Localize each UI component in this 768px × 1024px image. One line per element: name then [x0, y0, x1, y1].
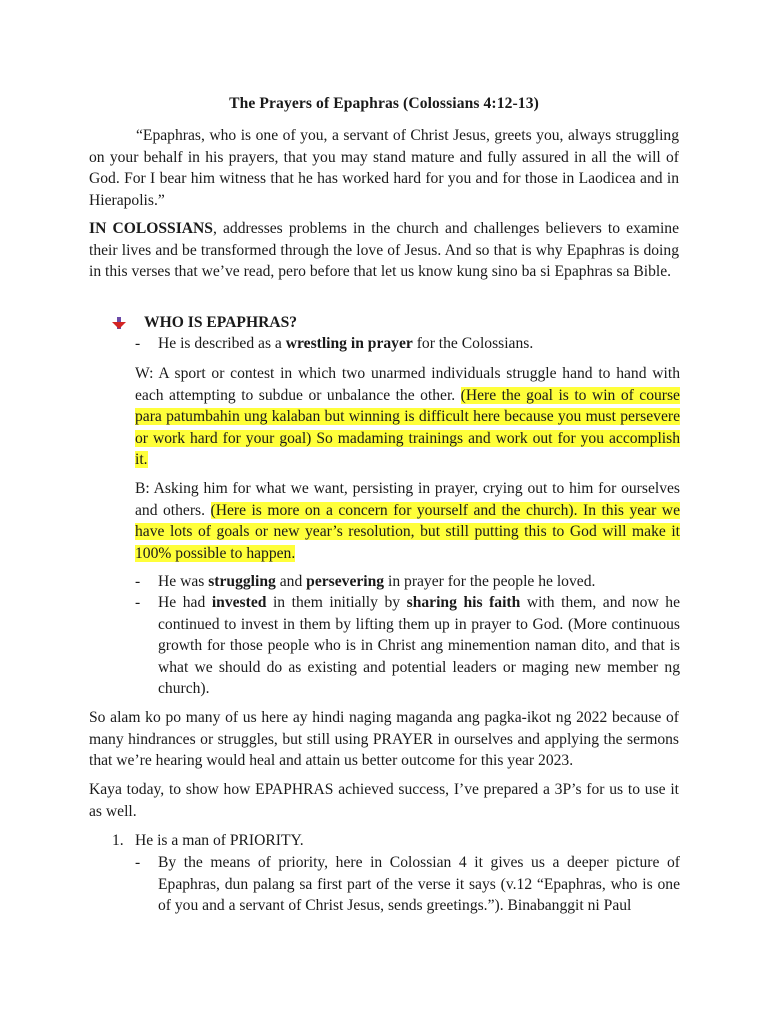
- document-title: The Prayers of Epaphras (Colossians 4:12-13): [229, 95, 539, 112]
- dash-marker: -: [135, 594, 141, 611]
- dash-marker: -: [135, 854, 141, 871]
- b-plain: B: Asking him for what we want, persisting in prayer, crying out to him for ourselves and others.: [135, 480, 680, 519]
- kaya-paragraph: Kaya today, to show how EPAPHRAS achieved success, I’ve prepared a 3P’s for us to use it as well.: [89, 781, 679, 820]
- w-plain: W: A sport or contest in which two unarmed individuals struggle hand to hand with each attempting to subdue or unbalance the other.: [135, 365, 680, 404]
- point-text: He is a man of PRIORITY.: [135, 832, 304, 849]
- list-item-struggling: [135, 571, 680, 593]
- persevering-bold: persevering: [306, 573, 385, 590]
- so-alam-paragraph: So alam ko po many of us here ay hindi naging maganda ang pagka-ikot ng 2022 because of many hindrances or struggles, but still using PRAYER in ourselves and applying the sermons that we’re hearing would heal and attain us better outcome for this year 2023.: [89, 709, 679, 769]
- sharing-faith-bold: sharing his faith: [406, 594, 521, 611]
- section-heading: [112, 312, 297, 334]
- numbered-point-priority: [112, 830, 680, 852]
- point-number: 1.: [112, 832, 124, 849]
- intro-rest: , addresses problems in the church and challenges believers to examine their lives and be transformed through the love of Jesus. And so that is why Epaphras is doing in this verses that we’ve read, pero before that let us know kung sino ba si Epaphras sa Bible.: [89, 220, 679, 280]
- w-definition-paragraph: [135, 363, 680, 471]
- struggling-mid: and: [275, 573, 307, 590]
- struggling-pre: He was: [158, 573, 209, 590]
- described-post: for the Colossians.: [412, 335, 534, 352]
- intro-paragraph: [89, 218, 679, 283]
- intro-lead: IN COLOSSIANS: [89, 220, 213, 237]
- invested-mid: in them initially by: [266, 594, 407, 611]
- invested-bold: invested: [211, 594, 267, 611]
- dash-marker: -: [135, 335, 141, 352]
- list-item-described: [135, 333, 680, 355]
- invested-post: with them, and now he continued to invest in them by lifting them up in prayer to God. (More continuous growth for those people who is in Christ ang minemention naman dito, and that is what we should do as existing and potential leaders or maging new member ng church).: [158, 594, 680, 697]
- b-highlight: (Here is more on a concern for yourself and the church). In this year we have lots of goals or new year’s resolution, but still putting this to God will make it 100% possible to happen.: [135, 501, 680, 562]
- list-item-invested: [135, 592, 680, 700]
- invested-pre: He had: [158, 594, 212, 611]
- described-pre: He is described as a: [158, 335, 286, 352]
- described-bold: wrestling in prayer: [285, 335, 413, 352]
- scripture-quote: “Epaphras, who is one of you, a servant of Christ Jesus, greets you, always struggling on your behalf in his prayers, that you may stand mature and fully assured in all the will of God. For I bear him witness that he has worked hard for you and for those in Laodicea and in Hierapolis.”: [89, 127, 679, 209]
- heading-text: WHO IS EPAPHRAS?: [144, 314, 298, 331]
- arrow-bullet-icon: [112, 316, 126, 330]
- priority-text: By the means of priority, here in Colossian 4 it gives us a deeper picture of Epaphras, dun palang sa first part of the verse it says (v.12 “Epaphras, who is one of you and a servant of Christ Jesus, sends greetings.”). Binabanggit ni Paul: [158, 854, 680, 914]
- list-item-priority: [135, 852, 680, 917]
- struggling-bold: struggling: [208, 573, 276, 590]
- w-highlight: (Here the goal is to win of course para patumbahin ung kalaban but winning is difficult here because you must persevere or work hard for your goal) So madaming trainings and work out for you accomplish it.: [135, 386, 680, 468]
- b-definition-paragraph: [135, 478, 680, 564]
- struggling-post: in prayer for the people he loved.: [384, 573, 596, 590]
- dash-marker: -: [135, 573, 141, 590]
